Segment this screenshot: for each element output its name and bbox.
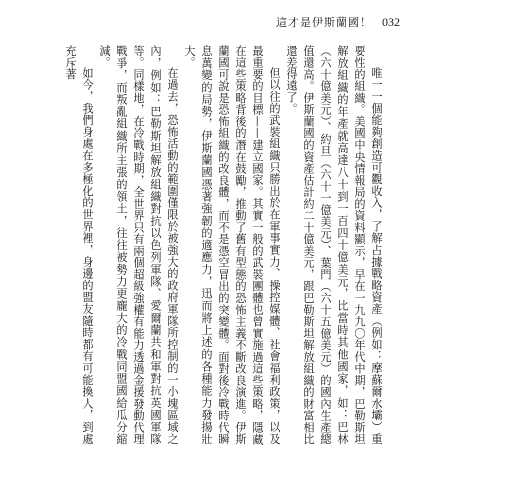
- page-number: 032: [382, 15, 400, 29]
- paragraph: 唯一一個能夠創造可觀收入，了解占據戰略資產（例如：摩蘇爾水壩）重要性的組織。美國中央情報局的資料顯示，早在一九九〇年代中期，巴勒斯坦解放組織的年產就高達八十到一百四十億美元，比當時其他國家，如：巴林（六十億美元）、約旦（六十一億美元）、葉門（六十五億美元）的國內生產總值還高。伊斯蘭國的資產估計約二十億美元，跟巴勒斯坦解放組織的財富相比還差得遠了。: [285, 45, 383, 445]
- running-title: 這才是伊斯蘭國！: [276, 16, 372, 29]
- paragraph: 如今，我們身處在多極化的世界裡，身邊的盟友隨時都有可能換人，到處充斥著: [64, 45, 94, 445]
- paragraph: 在過去，恐怖活動的範圍僅限於被強大的政府軍隊所控制的一小塊區域之內，例如：巴勒斯坦解放組織對抗以色列軍隊、愛爾蘭共和軍對抗英國軍隊等。同樣地，在冷戰時期，全世界只有兩個超級強權有能力透過金援發動代理戰爭，而叛亂組織所主張的領土，往往被勢力更龐大的冷戰同盟國給瓜分縮減。: [98, 45, 179, 445]
- vertical-body-text: [64, 45, 385, 445]
- paragraph: 但以往的武裝組織只勝出於在軍事實力、操控媒體、社會福利政策，以及最重要的目標——建立國家。其實一般的武裝團體也曾實施過這些策略，隱藏在這些策略背後的潛在鼓勵，推動了舊有型態的恐怖主義不斷改良演進。伊斯蘭國可說是恐怖組織的改良體，而不是憑空冒出的突變體。面對後冷戰時代瞬息萬變的局勢，伊斯蘭國憑著強韌的適應力，迅而將上述的各種能力發揚壯大。: [183, 45, 281, 445]
- running-header: [276, 14, 400, 30]
